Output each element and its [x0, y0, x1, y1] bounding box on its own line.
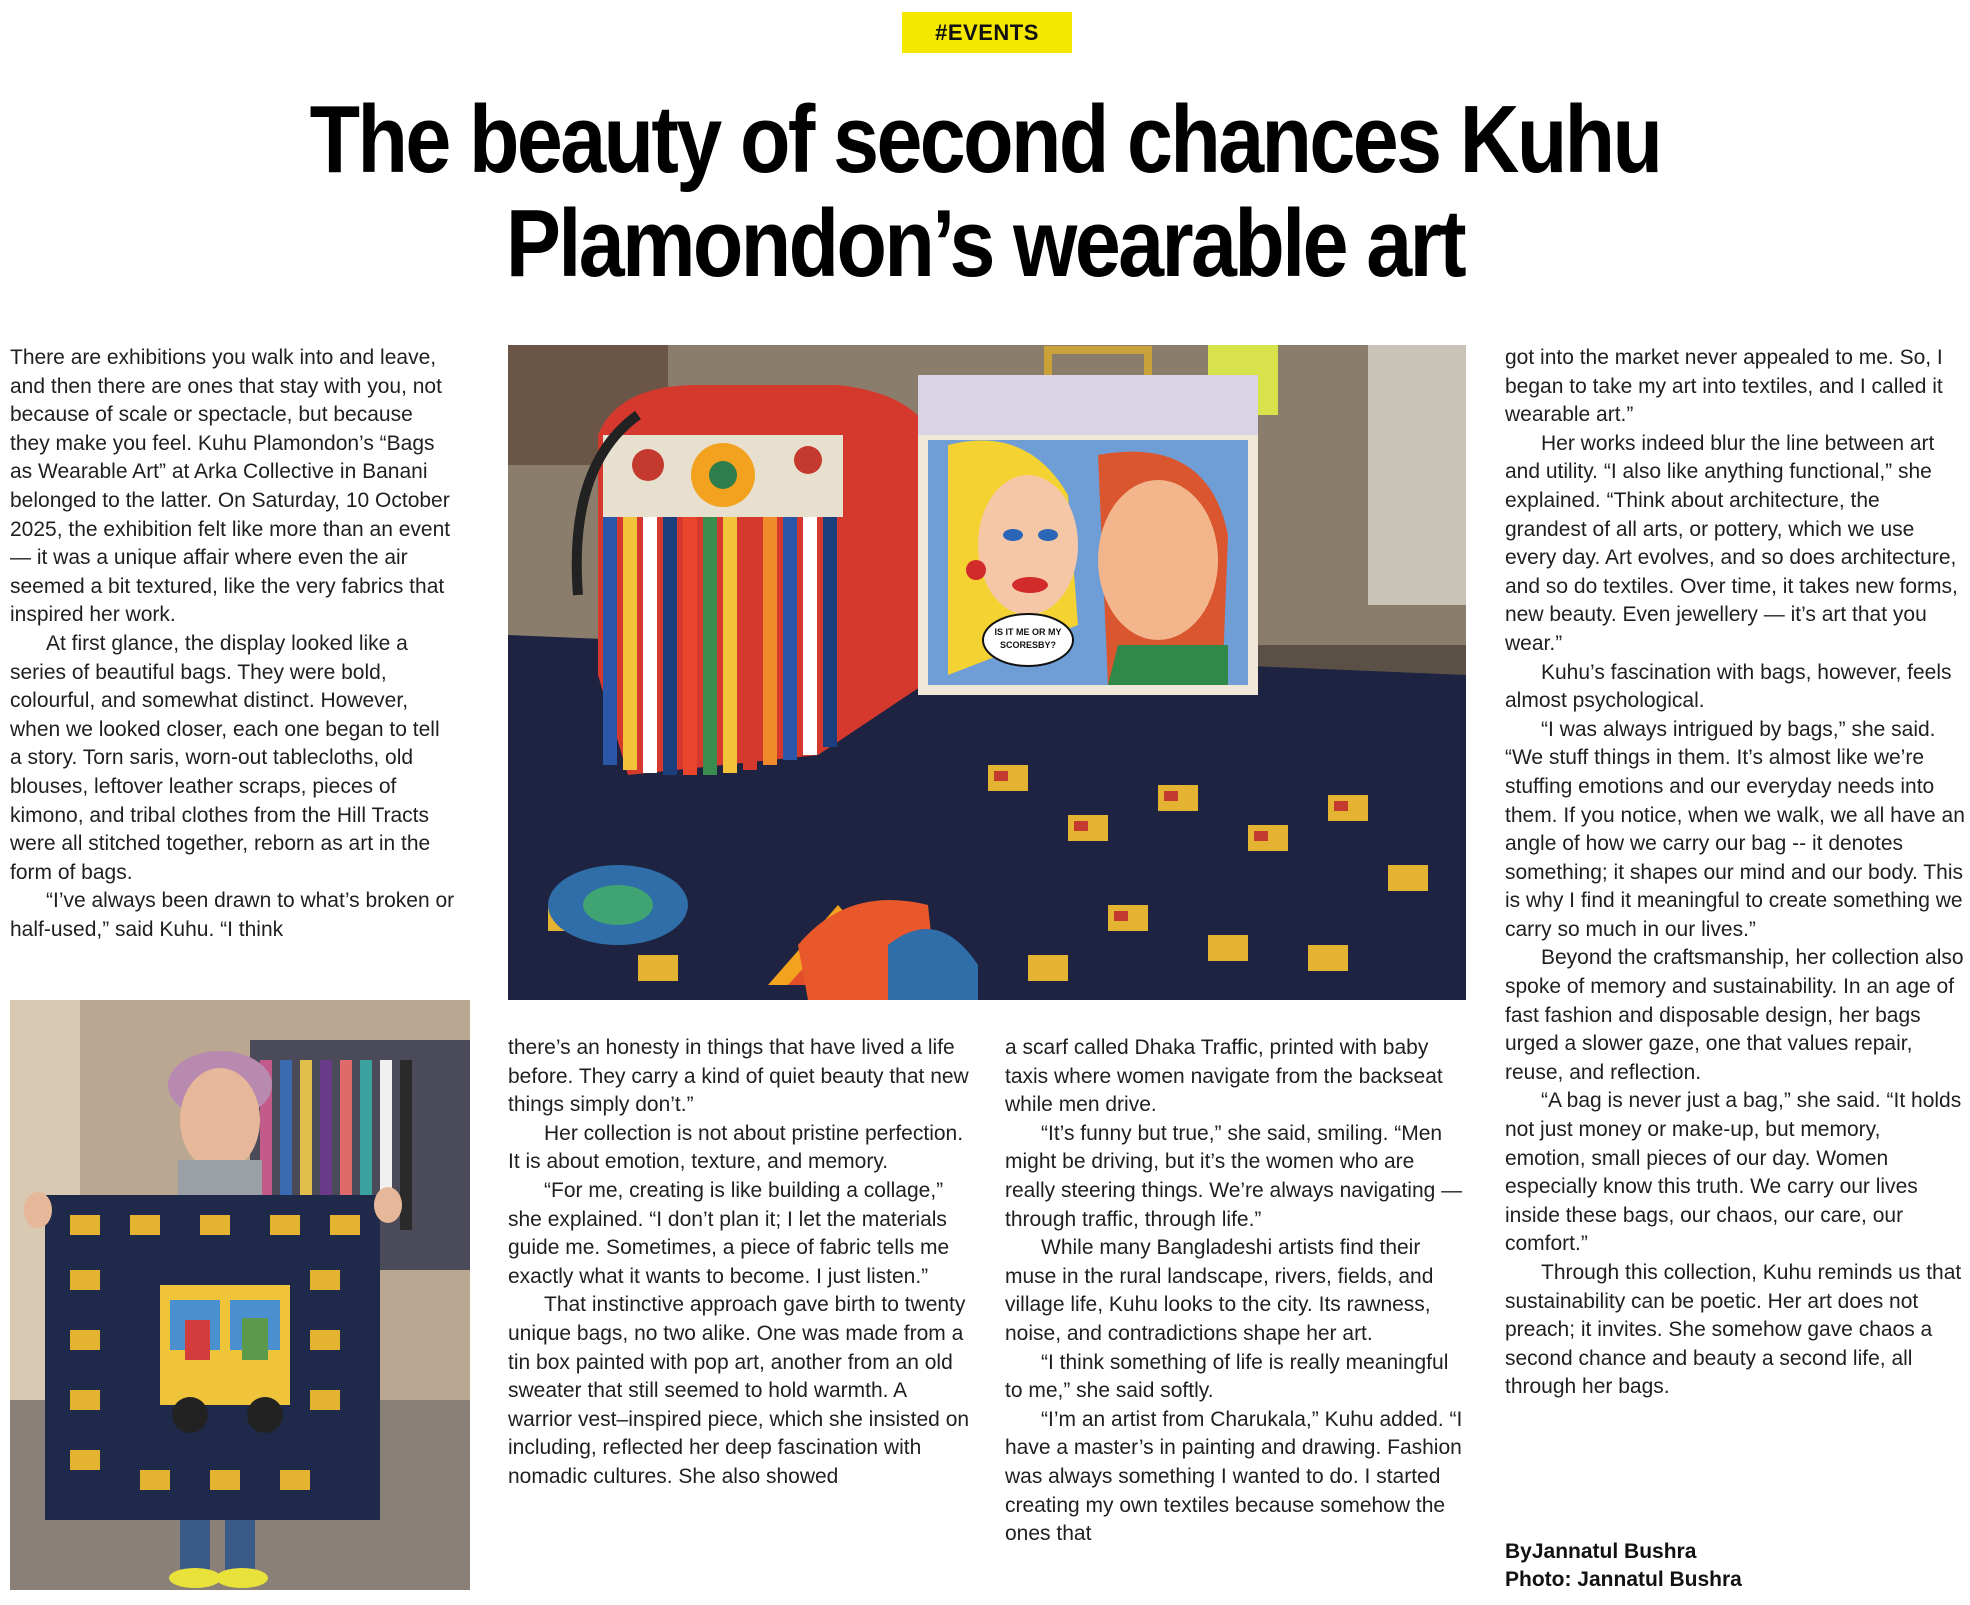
paragraph: “For me, creating is like building a collage,” she explained. “I don’t plan it; I let the materials guide me. Sometimes, a piece of fabric tells me exactly what it wants to become. I just listen.” — [508, 1178, 950, 1288]
kuhu-scarf-photo — [10, 1000, 470, 1590]
speech-bubble-text: IS IT ME OR MY — [994, 627, 1062, 637]
article-column-3 — [1005, 1034, 1467, 1600]
paragraph: a scarf called Dhaka Traffic, printed with baby taxis where women navigate from the backseat while men drive. — [1005, 1036, 1443, 1117]
paragraph: At first glance, the display looked like a series of beautiful bags. They were bold, colourful, and somewhat distinct. However, when we looked closer, each one began to tell a story. Torn saris, worn-out tablecloths, old blouses, leftover leather scraps, pieces of kimono, and tribal clothes from the Hill Tracts were all stitched together, reborn as art in the form of bags. — [10, 631, 440, 884]
headline-line-2: Plamondon’s wearable art — [505, 190, 1465, 297]
article-column-1 — [10, 344, 456, 970]
paragraph: “It’s funny but true,” she said, smiling. “Men might be driving, but it’s the women who are really steering things. We’re always navigating — through traffic, through life.” — [1005, 1121, 1463, 1231]
paragraph: there’s an honesty in things that have lived a life before. They carry a kind of quiet beauty that new things simply don’t.” — [508, 1036, 969, 1117]
bags-display-photo — [508, 345, 1466, 1000]
paragraph: Her collection is not about pristine perfection. It is about emotion, texture, and memory. — [508, 1121, 964, 1174]
paragraph: There are exhibitions you walk into and leave, and then there are ones that stay with you, not because of scale or spectacle, but because they make you feel. Kuhu Plamondon’s “Bags as Wearable Art” at Arka Collective in Banani belonged to the latter. On Saturday, 10 October 2025, the exhibition felt like more than an event — it was a unique affair where even the air seemed a bit textured, like the very fabrics that inspired her work. — [10, 346, 451, 627]
paragraph: While many Bangladeshi artists find their muse in the rural landscape, rivers, fields, and village life, Kuhu looks to the city. Its rawness, noise, and contradictions shape her art. — [1005, 1236, 1434, 1345]
byline — [1505, 1538, 1965, 1594]
paragraph: got into the market never appealed to me. So, I began to take my art into textiles, and I called it wearable art.” — [1505, 346, 1943, 427]
paragraph: Her works indeed blur the line between art and utility. “I also like anything functional,” she explained. “Think about architecture, the grandest of all arts, or pottery, which we use every day. Art evolves, and so does architecture, and so do textiles. Over time, it takes new forms, new beauty. Even jewellery — it’s art that you wear.” — [1505, 431, 1958, 655]
paragraph: Kuhu’s fascination with bags, however, feels almost psychological. — [1505, 660, 1952, 713]
headline-line-1: The beauty of second chances Kuhu — [309, 86, 1661, 193]
paragraph: “I was always intrigued by bags,” she said. “We stuff things in them. It’s almost like we’re stuffing emotions and our everyday needs into them. If you notice, when we walk, we all have an angle of how we carry our bag -- it denotes something; it shapes our mind and our body. This is why I find it meaningful to create something we carry so much in our lives.” — [1505, 717, 1965, 941]
photo-credit: Photo: Jannatul Bushra — [1505, 1568, 1742, 1591]
paragraph: That instinctive approach gave birth to twenty unique bags, no two alike. One was made from a tin box painted with pop art, another from an old sweater that still seemed to hold warmth. A warrior vest–inspired piece, which she insisted on including, reflected her deep fascination with nomadic cultures. She also showed — [508, 1293, 970, 1488]
article-column-4 — [1505, 344, 1965, 1504]
svg-text:SCORESBY?: SCORESBY? — [999, 640, 1057, 650]
paragraph: “A bag is never just a bag,” she said. “It holds not just money or make-up, but memory, emotion, small pieces of our day. Women especially know this truth. We carry our lives inside these bags, our chaos, our care, our comfort.” — [1505, 1089, 1962, 1256]
paragraph: “I’ve always been drawn to what’s broken or half-used,” said Kuhu. “I think — [10, 889, 455, 941]
section-tag: #EVENTS — [902, 12, 1072, 53]
paragraph: “I’m an artist from Charukala,” Kuhu added. “I have a master’s in painting and drawing. Fashion was always something I wanted to do. I started creating my own textiles because somehow the ones that — [1005, 1407, 1463, 1546]
paragraph: Through this collection, Kuhu reminds us that sustainability can be poetic. Her art does not preach; it invites. She somehow gave chaos a second chance and beauty a second life, all through her bags. — [1505, 1261, 1962, 1399]
article-column-2 — [508, 1034, 970, 1600]
paragraph: “I think something of life is really meaningful to me,” she said softly. — [1005, 1350, 1449, 1403]
headline — [172, 88, 1797, 296]
paragraph: Beyond the craftsmanship, her collection also spoke of memory and sustainability. In an age of fast fashion and disposable design, her bags urged a slower gaze, one that values repair, reuse, and reflection. — [1505, 946, 1964, 1084]
author-credit: ByJannatul Bushra — [1505, 1540, 1697, 1563]
